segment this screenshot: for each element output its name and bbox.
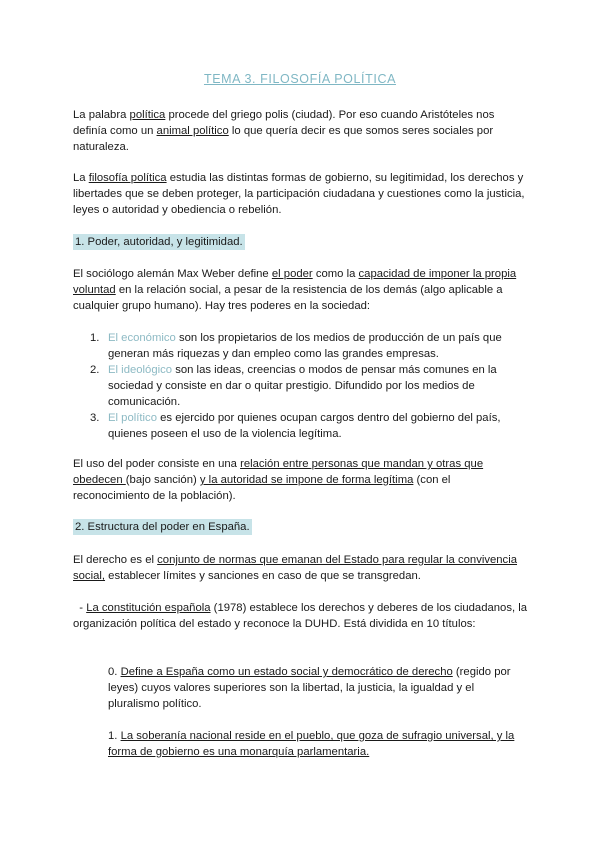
titulo-0: 0. Define a España como un estado social y democrático de derecho (regido por leyes) cuyos valores superiores son la libertad, la justicia, la igualdad y el pluralismo político. xyxy=(108,666,511,710)
paragraph-filosofia-politica: La filosofía política estudia las distintas formas de gobierno, su legitimidad, los derechos y libertades que se deben proteger, la participación ciudadana y cuestiones como la justicia, leyes o autoridad y obediencia o rebelión. xyxy=(73,172,525,216)
section-heading-1: 1. Poder, autoridad, y legitimidad. xyxy=(75,236,243,248)
titulo-1: 1. La soberanía nacional reside en el pueblo, que goza de sufragio universal, y la forma de gobierno es una monarquía parlamentaria. xyxy=(108,730,515,758)
powers-list xyxy=(73,330,528,442)
list-item: 2. El ideológico son las ideas, creencias o modos de pensar más comunes en la sociedad y consiste en dar o quitar prestigio. Difundido por los medios de comunicación. xyxy=(90,364,497,408)
page-title xyxy=(0,72,600,86)
term-politica: política xyxy=(129,109,166,121)
paragraph-uso-poder: El uso del poder consiste en una relación entre personas que mandan y otras que obedecen (bajo sanción) y la autoridad se impone de forma legítima (con el reconocimiento de la población). xyxy=(73,458,484,502)
list-item: 1. El económico son los propietarios de los medios de producción de un país que generan más riquezas y dan empleo como las grandes empresas. xyxy=(90,332,502,360)
term-el-poder: el poder xyxy=(271,268,313,280)
term-capacidad: capacidad de imponer la propia voluntad xyxy=(73,268,517,296)
paragraph-politica: La palabra política procede del griego polis (ciudad). Por eso cuando Aristóteles nos definía como un animal político lo que quería decir es que somos seres sociales por naturaleza. xyxy=(73,109,495,153)
section-heading-2: 2. Estructura del poder en España. xyxy=(75,521,250,533)
term-filosofia-politica: filosofía política xyxy=(88,172,167,184)
paragraph-poder: El sociólogo alemán Max Weber define el poder como la capacidad de imponer la propia voluntad en la relación social, a pesar de la resistencia de los demás (algo aplicable a cualquier grupo humano). Hay tres poderes en la sociedad: xyxy=(73,268,517,312)
list-item: 3. El político es ejercido por quienes ocupan cargos dentro del gobierno del país, quienes poseen el uso de la violencia legítima. xyxy=(90,412,501,440)
paragraph-derecho: El derecho es el conjunto de normas que emanan del Estado para regular la convivencia social, establecer límites y sanciones en caso de que se transgredan. xyxy=(73,554,518,582)
term-animal-politico: animal político xyxy=(156,125,229,137)
page-title-text: TEMA 3. FILOSOFÍA POLÍTICA xyxy=(203,72,397,86)
term-constitucion: La constitución española xyxy=(86,602,211,614)
paragraph-constitucion: - La constitución española (1978) establece los derechos y deberes de los ciudadanos, la organización política del estado y reconoce la DUHD. Está dividida en 10 títulos: xyxy=(73,602,531,630)
